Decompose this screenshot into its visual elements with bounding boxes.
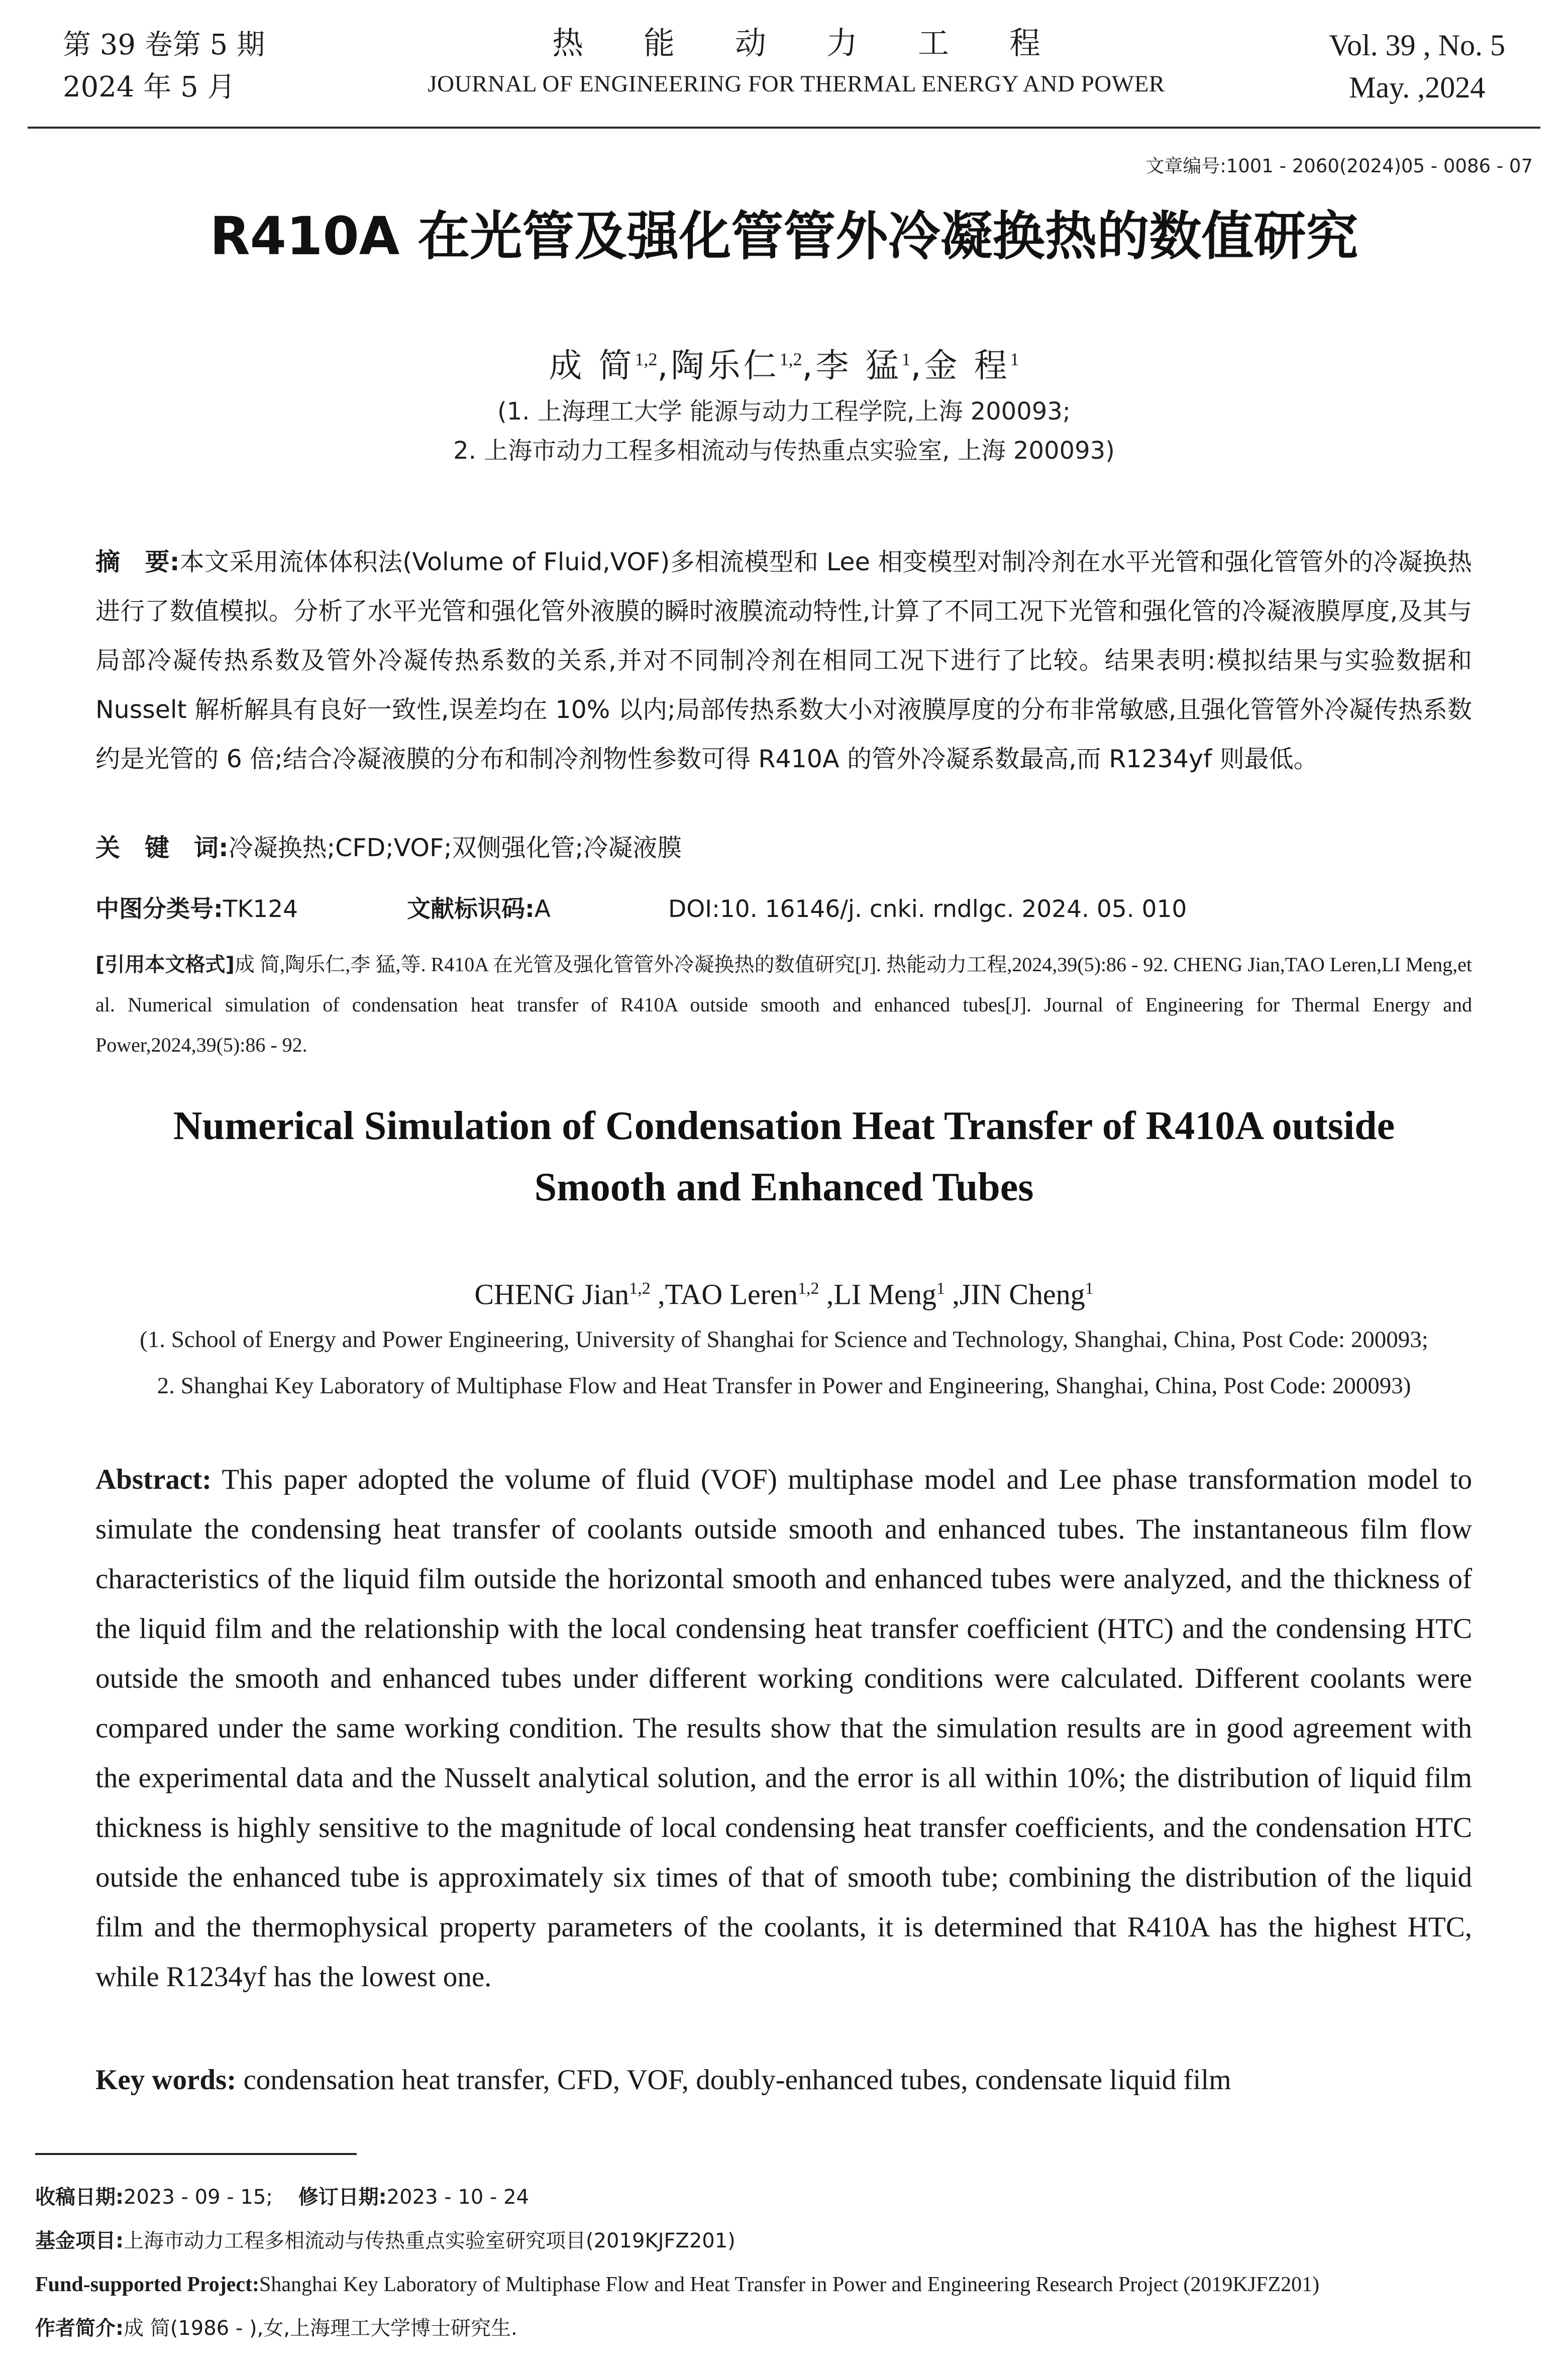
affiliation-en-line: 2. Shanghai Key Laboratory of Multiphase Flow and Heat Transfer in Power and Engineering, Shanghai, China, Post Code: 200093) bbox=[157, 1373, 1411, 1399]
keywords-en-label: Key words: bbox=[95, 2064, 237, 2096]
keywords-cn-label: 关 键 词: bbox=[95, 834, 229, 862]
abstract-cn-label: 摘 要: bbox=[95, 548, 180, 576]
keywords-cn bbox=[95, 828, 682, 868]
revised-label: 修订日期: bbox=[298, 2186, 387, 2209]
affiliation-cn-line: 2. 上海市动力工程多相流动与传热重点实验室, 上海 200093) bbox=[453, 437, 1115, 465]
author-bio-text: 成 简(1986 - ),女,上海理工大学博士研究生. bbox=[124, 2317, 517, 2340]
author-name-en: LI Meng bbox=[833, 1278, 936, 1311]
abstract-cn bbox=[95, 538, 1472, 784]
citation-label: [引用本文格式] bbox=[95, 953, 235, 976]
paper-title-cn: R410A 在光管及强化管管外冷凝换热的数值研究 bbox=[210, 206, 1358, 267]
author-affiliation-mark: 1,2 bbox=[797, 1279, 819, 1298]
affiliation-cn-line: (1. 上海理工大学 能源与动力工程学院,上海 200093; bbox=[497, 397, 1071, 426]
author-name-en: JIN Cheng bbox=[959, 1278, 1085, 1311]
footnote-dates bbox=[35, 2176, 1537, 2219]
paper-title-en bbox=[0, 1095, 1568, 1218]
author-affiliation-mark: 1 bbox=[1085, 1279, 1094, 1298]
doc-code-value: A bbox=[534, 895, 551, 923]
affiliations-en bbox=[0, 1316, 1568, 1409]
clc-label: 中图分类号: bbox=[95, 895, 223, 923]
keywords-cn-text: 冷凝换热;CFD;VOF;双侧强化管;冷凝液膜 bbox=[228, 834, 682, 862]
header-volume-cn: 第 39 卷第 5 期 bbox=[63, 29, 265, 61]
author-bio-label: 作者简介: bbox=[35, 2317, 124, 2340]
footnote-divider bbox=[35, 2153, 357, 2155]
header-volume-en: Vol. 39 , No. 5 bbox=[1329, 29, 1505, 62]
article-number: 文章编号:1001 - 2060(2024)05 - 0086 - 07 bbox=[1145, 155, 1533, 177]
citation-text-cn: 成 简,陶乐仁,李 猛,等. R410A 在光管及强化管管外冷凝换热的数值研究[J]. 热能动力工程,2024,39(5):86 - 92. bbox=[234, 953, 1169, 976]
author-name-en: CHENG Jian bbox=[474, 1278, 630, 1311]
keywords-en bbox=[95, 2058, 1472, 2103]
author-name-cn: 金 程 bbox=[924, 346, 1010, 385]
revised-date: 2023 - 10 - 24 bbox=[386, 2186, 529, 2209]
journal-name-cn: 热能动力工程 bbox=[552, 25, 1101, 61]
author-list-en: CHENG Jian$^{1,2}$ ,TAO Leren$^{1,2}$ ,LI Meng$^1$ ,JIN Cheng$^1$ bbox=[474, 1278, 1094, 1311]
fund-cn-text: 上海市动力工程多相流动与传热重点实验室研究项目(2019KJFZ201) bbox=[124, 2229, 736, 2252]
doi-value: 10. 16146/j. cnki. rndlgc. 2024. 05. 010 bbox=[719, 895, 1187, 923]
clc-value: TK124 bbox=[223, 895, 298, 923]
paper-title-en-line: Numerical Simulation of Condensation Heat Transfer of R410A outside bbox=[173, 1104, 1395, 1148]
author-name-cn: 成 简 bbox=[549, 346, 635, 385]
author-affiliation-mark: 1,2 bbox=[779, 349, 802, 369]
abstract-en-text: This paper adopted the volume of fluid (VOF) multiphase model and Lee phase transformation model to simulate the condensing heat transfer of coolants outside smooth and enhanced tubes. The instantaneous film flow characteristics of the liquid film outside the horizontal smooth and enhanced tubes were analyzed, and the thickness of the liquid film and the relationship with the local condensing heat transfer coefficient (HTC) and the condensing HTC outside the smooth and enhanced tubes under different working conditions were calculated. Different coolants were compared under the same working condition. The results show that the simulation results are in good agreement with the experimental data and the Nusselt analytical solution, and the error is all within 10%; the distribution of liquid film thickness is highly sensitive to the magnitude of local condensing heat transfer coefficients, and the condensation HTC outside the enhanced tube is approximately six times of that of smooth tube; combining the distribution of the liquid film and the thermophysical property parameters of the coolants, it is determined that R410A has the highest HTC, while R1234yf has the lowest one. bbox=[95, 1464, 1472, 1993]
abstract-en bbox=[95, 1455, 1472, 2002]
header-date-en: May. ,2024 bbox=[1349, 71, 1486, 104]
footnotes bbox=[35, 2176, 1537, 2350]
author-name-en: TAO Leren bbox=[665, 1278, 798, 1311]
author-affiliation-mark: 1 bbox=[1010, 349, 1019, 369]
abstract-en-label: Abstract: bbox=[95, 1464, 212, 1495]
document-code bbox=[407, 889, 551, 930]
author-affiliation-mark: 1,2 bbox=[629, 1279, 651, 1298]
author-affiliation-mark: 1,2 bbox=[635, 349, 658, 369]
header-divider bbox=[28, 127, 1540, 129]
affiliation-en-line: (1. School of Energy and Power Engineering, University of Shanghai for Science and Technology, Shanghai, China, Post Code: 200093; bbox=[140, 1326, 1428, 1353]
citation-text-en: CHENG Jian,TAO Leren,LI Meng,et al. Numerical simulation of condensation heat transfer of R410A outside smooth and enhanced tubes[J]. Journal of Engineering for Thermal Energy and Power,2024,39(5):86 - 92. bbox=[95, 953, 1472, 1056]
doc-code-label: 文献标识码: bbox=[407, 895, 535, 923]
affiliations-cn bbox=[0, 392, 1568, 470]
author-name-cn: 李 猛 bbox=[815, 346, 902, 385]
journal-name-block bbox=[382, 20, 1211, 101]
footnote-author-bio bbox=[35, 2307, 1537, 2350]
footnote-fund-en bbox=[35, 2263, 1537, 2307]
author-name-cn: 陶乐仁 bbox=[671, 346, 780, 385]
clc-number bbox=[95, 895, 298, 923]
citation-format bbox=[95, 945, 1472, 1065]
footnote-fund-cn bbox=[35, 2219, 1537, 2263]
header-volume-cn-block bbox=[63, 24, 265, 109]
fund-en-label: Fund-supported Project: bbox=[35, 2273, 260, 2296]
classification-line bbox=[95, 889, 1472, 930]
author-affiliation-mark: 1 bbox=[901, 349, 911, 369]
fund-cn-label: 基金项目: bbox=[35, 2229, 124, 2252]
author-affiliation-mark: 1 bbox=[936, 1279, 945, 1298]
received-label: 收稿日期: bbox=[35, 2186, 124, 2209]
doi bbox=[668, 889, 1187, 930]
keywords-en-text: condensation heat transfer, CFD, VOF, doubly-enhanced tubes, condensate liquid film bbox=[236, 2064, 1231, 2096]
abstract-cn-text: 本文采用流体体积法(Volume of Fluid,VOF)多相流模型和 Lee 相变模型对制冷剂在水平光管和强化管管外的冷凝换热进行了数值模拟。分析了水平光管和强化管外液膜的瞬时液膜流动特性,计算了不同工况下光管和强化管的冷凝液膜厚度,及其与局部冷凝传热系数及管外冷凝传热系数的关系,并对不同制冷剂在相同工况下进行了比较。结果表明:模拟结果与实验数据和 Nusselt 解析解具有良好一致性,误差均在 10% 以内;局部传热系数大小对液膜厚度的分布非常敏感,且强化管管外冷凝传热系数约是光管的 6 倍;结合冷凝液膜的分布和制冷剂物性参数可得 R410A 的管外冷凝系数最高,而 R1234yf 则最低。 bbox=[95, 548, 1472, 773]
doi-label: DOI: bbox=[668, 895, 720, 923]
journal-name-en: JOURNAL OF ENGINEERING FOR THERMAL ENERGY AND POWER bbox=[428, 71, 1165, 97]
received-date: 2023 - 09 - 15; bbox=[124, 2186, 273, 2209]
fund-en-text: Shanghai Key Laboratory of Multiphase Flow and Heat Transfer in Power and Engineering Research Project (2019KJFZ201) bbox=[259, 2273, 1320, 2296]
header-volume-en-block bbox=[1329, 24, 1505, 109]
header-date-cn: 2024 年 5 月 bbox=[63, 71, 236, 104]
author-list-cn: 成 简$^{1,2}$,陶乐仁$^{1,2}$,李 猛$^1$,金 程$^1$ bbox=[549, 346, 1019, 385]
paper-title-en-line: Smooth and Enhanced Tubes bbox=[534, 1165, 1034, 1209]
